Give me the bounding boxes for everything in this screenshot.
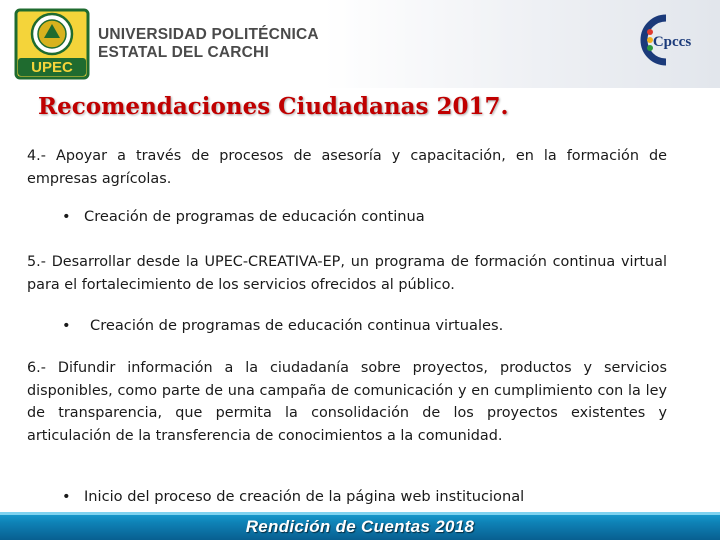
bullet-item: [62, 208, 425, 225]
university-logo: [14, 8, 90, 80]
bullet-item: [62, 317, 503, 334]
recommendation-paragraph: 6.- Difundir información a la ciudadanía sobre proyectos, productos y servicios disponibles, como parte de una campaña de comunicación y en cumplimiento con la ley de transparencia, que permita la consolidación de los proyectos existentes y articulación de la transferencia de conocimientos a la comunidad.: [27, 360, 667, 444]
header-banner: [0, 0, 720, 88]
page-title: Recomendaciones Ciudadanas 2017.: [38, 93, 509, 120]
bullet-item: [62, 488, 524, 505]
bullet-dot: •: [62, 208, 71, 225]
bullet-dot: •: [62, 488, 71, 505]
bullet-text: Creación de programas de educación continua: [84, 208, 425, 225]
university-name-line1: UNIVERSIDAD POLITÉCNICA: [98, 26, 319, 43]
cpccs-logo: [636, 10, 708, 70]
bullet-text: Inicio del proceso de creación de la página web institucional: [84, 488, 525, 505]
recommendation-paragraph: 4.- Apoyar a través de procesos de asesoría y capacitación, en la formación de empresas agrícolas.: [27, 148, 667, 187]
bullet-dot: •: [62, 317, 71, 334]
footer-banner: [0, 512, 720, 540]
bullet-text: Creación de programas de educación continua virtuales.: [90, 317, 504, 334]
footer-text: Rendición de Cuentas 2018: [245, 517, 475, 536]
university-name: [98, 26, 319, 62]
recommendation-paragraph: 5.- Desarrollar desde la UPEC-CREATIVA-EP, un programa de formación continua virtual para el fortalecimiento de los servicios ofrecidos al público.: [27, 254, 667, 293]
cpccs-logo-text: Cpccs: [652, 34, 692, 50]
logo-text: UPEC: [31, 59, 73, 76]
university-name-line2: ESTATAL DEL CARCHI: [98, 44, 269, 61]
